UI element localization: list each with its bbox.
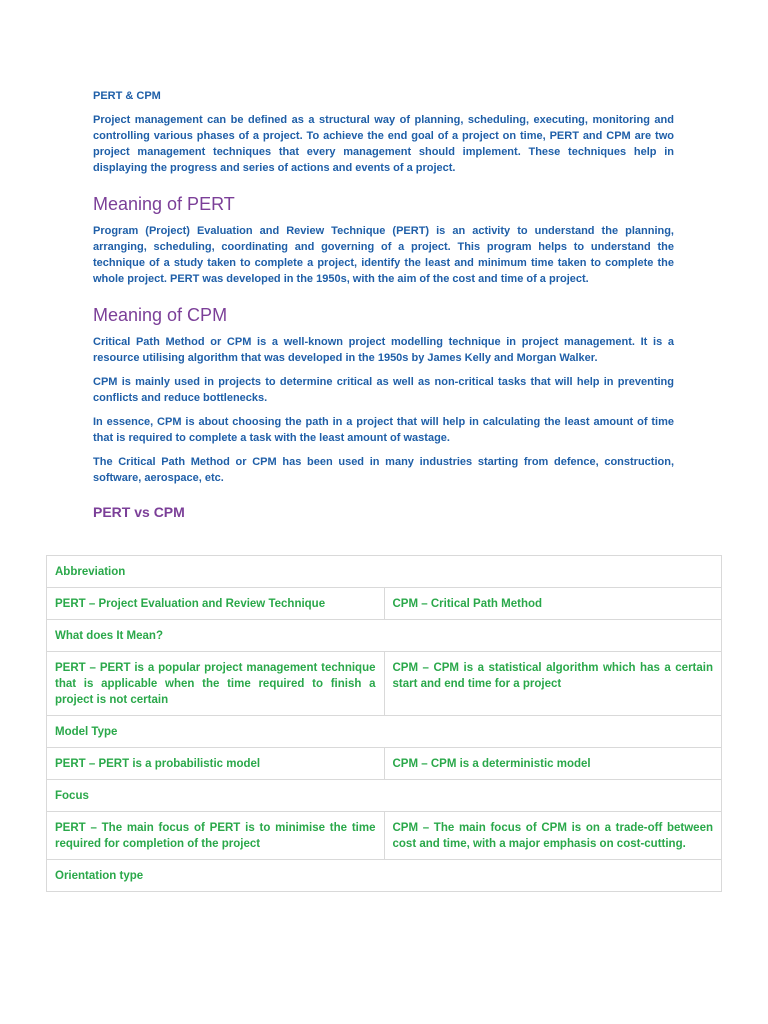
table-row	[47, 812, 722, 860]
table-row	[47, 652, 722, 716]
table-row	[47, 748, 722, 780]
cpm-paragraph: In essence, CPM is about choosing the path in a project that will help in calculating the least amount of time that is required to complete a task with the least amount of wastage.	[93, 416, 674, 444]
table-row	[47, 620, 722, 652]
cpm-heading: Meaning of CPM	[93, 305, 228, 325]
cpm-cell: CPM – Critical Path Method	[384, 588, 722, 620]
cpm-cell: CPM – The main focus of CPM is on a trade-off between cost and time, with a major emphasis on cost-cutting.	[384, 812, 722, 860]
cpm-paragraph: CPM is mainly used in projects to determine critical as well as non-critical tasks that will help in preventing conflicts and reduce bottlenecks.	[93, 376, 674, 404]
pert-cell: PERT – Project Evaluation and Review Technique	[47, 588, 385, 620]
comparison-heading: PERT vs CPM	[93, 504, 185, 520]
pert-cell: PERT – PERT is a popular project management technique that is applicable when the time required to finish a project is not certain	[47, 652, 385, 716]
document-body	[93, 88, 674, 522]
pert-cell: PERT – The main focus of PERT is to minimise the time required for completion of the project	[47, 812, 385, 860]
cpm-cell: CPM – CPM is a statistical algorithm which has a certain start and end time for a project	[384, 652, 722, 716]
pert-heading: Meaning of PERT	[93, 194, 235, 214]
table-row	[47, 556, 722, 588]
intro-paragraph: Project management can be defined as a structural way of planning, scheduling, executing, monitoring and controlling various phases of a project. To achieve the end goal of a project on time, PERT and CPM are two project management techniques that every management should implement. These techniques help in displaying the progress and series of actions and events of a project.	[93, 114, 674, 174]
cpm-paragraph: The Critical Path Method or CPM has been used in many industries starting from defence, construction, software, aerospace, etc.	[93, 456, 674, 484]
table-row	[47, 860, 722, 892]
cpm-cell: CPM – CPM is a deterministic model	[384, 748, 722, 780]
row-header-cell: Model Type	[47, 716, 722, 748]
row-header-cell: Abbreviation	[47, 556, 722, 588]
table-row	[47, 716, 722, 748]
row-header-cell: What does It Mean?	[47, 620, 722, 652]
row-header-cell: Orientation type	[47, 860, 722, 892]
comparison-table	[46, 555, 722, 892]
row-header-cell: Focus	[47, 780, 722, 812]
pert-paragraph: Program (Project) Evaluation and Review Technique (PERT) is an activity to understand the planning, arranging, scheduling, coordinating and governing of a project. This program helps to understand the technique of a study taken to complete a project, identify the least and minimum time taken to complete the whole project. PERT was developed in the 1950s, with the aim of the cost and time of a project.	[93, 225, 674, 285]
pert-cell: PERT – PERT is a probabilistic model	[47, 748, 385, 780]
table-row	[47, 588, 722, 620]
table-row	[47, 780, 722, 812]
cpm-paragraph: Critical Path Method or CPM is a well-known project modelling technique in project management. It is a resource utilising algorithm that was developed in the 1950s by James Kelly and Morgan Walker.	[93, 336, 674, 364]
doc-small-title: PERT & CPM	[93, 90, 161, 102]
